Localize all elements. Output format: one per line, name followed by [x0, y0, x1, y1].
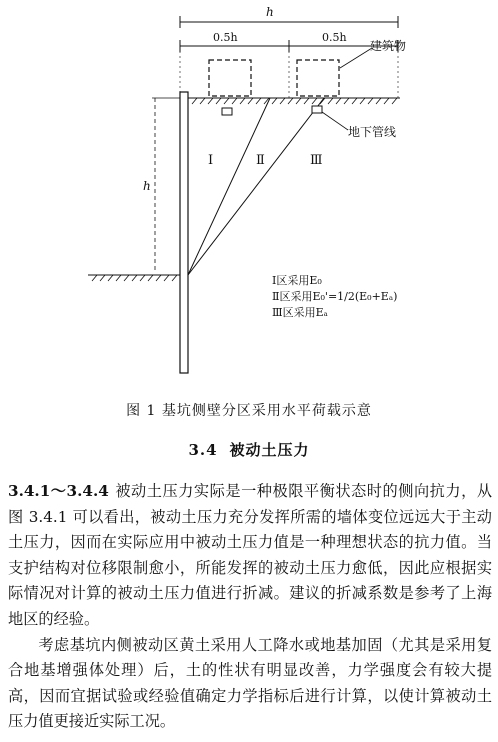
paragraph-2: 考虑基坑内侧被动区黄土采用人工降水或地基加固（尤其是采用复合地基增强体处理）后，土的性状有明显改善，力学强度会有较大提高，因而宜据试验或经验值确定力学指标后进行计算，以使计算被动土压力值更接近实际工况。 [8, 635, 492, 731]
pipe-right [312, 106, 322, 113]
dimension-half-left-label: 0.5h [213, 31, 238, 44]
section-number: 3.4 [188, 441, 218, 459]
building-right [297, 60, 339, 96]
clause-number: 3.4.1～3.4.4 [8, 482, 109, 500]
zone-2-label: Ⅱ [256, 153, 265, 168]
excavation-bottom [88, 275, 180, 281]
zone-1-label: Ⅰ [208, 153, 214, 168]
dimension-h [180, 5, 398, 28]
dimension-depth [143, 98, 180, 272]
depth-label: h [143, 179, 151, 193]
pipeline-label: 地下管线 [348, 125, 397, 139]
dimension-half-right-label: 0.5h [322, 31, 347, 44]
sliding-line-1 [188, 98, 270, 275]
retaining-wall [180, 92, 188, 373]
building-left [209, 60, 251, 96]
section-title: 被动土压力 [229, 441, 310, 459]
pipe-left [222, 108, 232, 115]
paragraph-1 [8, 479, 492, 633]
body-text [8, 479, 492, 735]
ground-surface [188, 98, 400, 104]
zone-3-label: Ⅲ [310, 153, 323, 168]
building-label: 建筑物 [370, 39, 407, 53]
legend-zone-2: Ⅱ区采用E₀'=1/2(E₀+Eₐ) [272, 290, 398, 303]
sliding-line-2 [188, 98, 324, 275]
legend-zone-3: Ⅲ区采用Eₐ [272, 306, 328, 319]
legend-zone-1: Ⅰ区采用E₀ [272, 274, 322, 287]
section-heading [0, 439, 498, 460]
dimension-h-label: h [266, 5, 274, 19]
figure-caption: 图 1 基坑侧壁分区采用水平荷载示意 [126, 403, 372, 419]
paragraph-1-text: 被动土压力实际是一种极限平衡状态时的侧向抗力，从图 3.4.1 可以看出，被动土压力充分发挥所需的墙体变位远远大于主动土压力，因而在实际应用中被动土压力值是一种理想状态的抗力值。当支护结构对位移限制愈小，所能发挥的被动土压力愈低，因此应根据实际情况对计算的被动土压力值进行折减。建议的折减系数是参考了上海地区的经验。 [8, 482, 493, 628]
dimension-half [180, 31, 398, 98]
